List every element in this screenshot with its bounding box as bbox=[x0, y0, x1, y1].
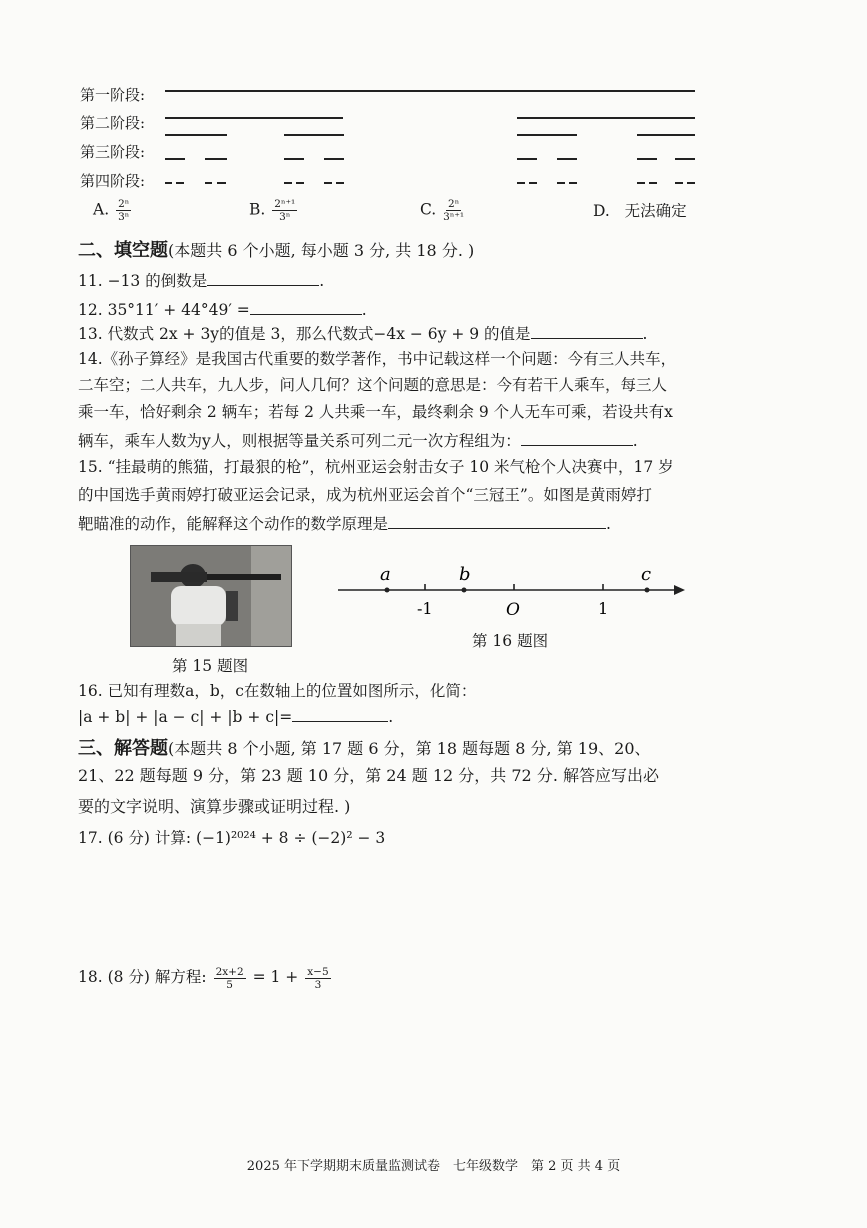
section-2-title: 二、填空题 bbox=[78, 240, 168, 261]
stage-3-segment bbox=[165, 158, 185, 160]
stage-2-label: 第二阶段: bbox=[80, 114, 146, 132]
stage-3-label: 第三阶段: bbox=[80, 143, 146, 161]
question-13-text: 13. 代数式 2x + 3y的值是 3，那么代数式−4x − 6y + 9 的值是 bbox=[78, 325, 531, 343]
answer-blank[interactable] bbox=[292, 705, 388, 722]
stage-4-segments bbox=[160, 178, 700, 188]
stage-3-segment bbox=[637, 134, 695, 136]
question-15-line-3 bbox=[78, 512, 611, 535]
period: . bbox=[319, 272, 325, 290]
question-16-line-1: 16. 已知有理数a，b，c在数轴上的位置如图所示，化简： bbox=[78, 682, 477, 700]
stage-3-segment bbox=[517, 134, 577, 136]
answer-blank[interactable] bbox=[531, 322, 643, 339]
option-a bbox=[93, 198, 133, 223]
question-11-text: 11. −13 的倒数是 bbox=[78, 272, 208, 290]
label-origin: O bbox=[506, 600, 520, 620]
period: . bbox=[606, 515, 611, 533]
question-14-line-1: 14.《孙子算经》是我国古代重要的数学著作，书中记载这样一个问题：今有三人共车， bbox=[78, 350, 677, 368]
answer-blank[interactable] bbox=[521, 429, 633, 446]
fraction-numerator: x−5 bbox=[307, 965, 329, 978]
label-minus-1: -1 bbox=[417, 599, 433, 618]
question-18 bbox=[78, 962, 333, 992]
option-c-fraction bbox=[443, 198, 464, 223]
option-c bbox=[420, 198, 466, 223]
question-14-text: 辆车，乘车人数为y人，则根据等量关系可列二元一次方程组为： bbox=[78, 432, 521, 450]
figure-15-caption: 第 15 题图 bbox=[172, 657, 249, 675]
option-a-label: A. bbox=[93, 200, 110, 219]
stage-3-segment bbox=[165, 134, 227, 136]
question-16-line-2 bbox=[78, 705, 393, 728]
figure-16-caption: 第 16 题图 bbox=[472, 632, 549, 650]
stage-3-segment bbox=[284, 158, 304, 160]
point-b bbox=[462, 588, 467, 593]
question-15-text: 靶瞄准的动作，能解释这个动作的数学原理是 bbox=[78, 515, 389, 533]
question-18-text: 18. (8 分) 解方程: bbox=[78, 968, 207, 986]
option-b-fraction bbox=[272, 198, 297, 223]
stage-1-label: 第一阶段: bbox=[80, 86, 146, 104]
option-b bbox=[249, 198, 299, 223]
answer-blank[interactable] bbox=[388, 512, 606, 529]
stage-3-segment bbox=[675, 158, 695, 160]
answer-blank[interactable] bbox=[207, 269, 319, 286]
stage-3-segment bbox=[517, 158, 537, 160]
option-a-fraction bbox=[116, 198, 131, 223]
fraction-denominator: 3 bbox=[314, 978, 322, 991]
point-a bbox=[385, 588, 390, 593]
stage-1-segment bbox=[165, 90, 695, 92]
number-line-figure bbox=[330, 560, 690, 622]
section-2-note: (本题共 6 个小题, 每小题 3 分, 共 18 分. ) bbox=[168, 241, 475, 260]
section-3-heading bbox=[78, 734, 651, 760]
question-11 bbox=[78, 269, 324, 292]
stage-2-segment-right bbox=[517, 117, 695, 119]
stage-3-segment bbox=[637, 158, 657, 160]
option-c-label: C. bbox=[420, 200, 437, 219]
question-15-line-2: 的中国选手黄雨婷打破亚运会记录，成为杭州亚运会首个“三冠王”。如图是黄雨婷打 bbox=[78, 486, 652, 504]
stage-3-segment bbox=[284, 134, 344, 136]
stage-3-segment bbox=[205, 158, 227, 160]
question-14-line-2: 二车空；二人共车，九人步，问人几何？这个问题的意思是：今有若干人乘车，每三人 bbox=[78, 376, 668, 394]
point-c bbox=[645, 588, 650, 593]
label-1: 1 bbox=[598, 599, 609, 618]
question-16-expression: |a + b| + |a − c| + |b + c|= bbox=[78, 708, 293, 726]
section-2-heading bbox=[78, 236, 474, 262]
section-3-title: 三、解答题 bbox=[78, 738, 168, 759]
answer-blank[interactable] bbox=[250, 298, 362, 315]
fraction-right bbox=[305, 966, 330, 991]
stage-3-segment bbox=[557, 158, 577, 160]
arrow-icon bbox=[674, 585, 685, 595]
period: . bbox=[388, 708, 394, 726]
fraction-denominator: 3ⁿ bbox=[118, 211, 130, 223]
fraction-denominator: 3ⁿ bbox=[279, 211, 291, 223]
fraction-left bbox=[214, 966, 246, 991]
period: . bbox=[642, 325, 648, 343]
option-d-text: 无法确定 bbox=[624, 202, 687, 220]
shooter-photo bbox=[130, 545, 292, 647]
period: . bbox=[361, 301, 367, 319]
option-d-label: D. bbox=[593, 202, 610, 220]
period: . bbox=[632, 432, 638, 450]
fraction-numerator: 2x+2 bbox=[215, 965, 244, 978]
option-d bbox=[593, 200, 687, 222]
fraction-numerator: 2ⁿ bbox=[448, 198, 460, 210]
section-3-note-line-1: (本题共 8 个小题, 第 17 题 6 分，第 18 题每题 8 分, 第 19、20、 bbox=[168, 739, 651, 758]
option-b-label: B. bbox=[249, 200, 266, 219]
stage-4-label: 第四阶段: bbox=[80, 172, 146, 190]
label-b: b bbox=[459, 564, 471, 585]
question-13 bbox=[78, 322, 647, 345]
question-12-text: 12. 35°11′ + 44°49′ = bbox=[78, 301, 250, 319]
fraction-denominator: 5 bbox=[226, 978, 233, 991]
page-footer: 2025 年下学期期末质量监测试卷 七年级数学 第 2 页 共 4 页 bbox=[246, 1159, 621, 1174]
stage-3-segment bbox=[324, 158, 344, 160]
question-14-line-4 bbox=[78, 429, 638, 452]
label-c: c bbox=[641, 564, 652, 585]
question-15-line-1: 15. “挂最萌的熊猫，打最狠的枪”，杭州亚运会射击女子 10 米气枪个人决赛中，17 岁 bbox=[78, 458, 674, 476]
stage-2-segment-left bbox=[165, 117, 343, 119]
shooter-illustration bbox=[131, 546, 291, 646]
fraction-numerator: 2ⁿ bbox=[118, 198, 130, 210]
question-12 bbox=[78, 298, 367, 321]
fraction-denominator: 3ⁿ⁺¹ bbox=[443, 211, 465, 223]
question-17: 17. (6 分) 计算: (−1)²⁰²⁴ + 8 ÷ (−2)² − 3 bbox=[78, 829, 386, 847]
question-14-line-3: 乘一车，恰好剩余 2 辆车；若每 2 人共乘一车，最终剩余 9 个人无车可乘，若设共有x bbox=[78, 403, 673, 421]
fraction-numerator: 2ⁿ⁺¹ bbox=[274, 198, 296, 210]
equation-middle: = 1 + bbox=[252, 968, 299, 986]
section-3-note-line-2: 21、22 题每题 9 分，第 23 题 10 分，第 24 题 12 分，共 72 分. 解答应写出必 bbox=[78, 766, 659, 785]
label-a: a bbox=[380, 564, 391, 585]
section-3-note-line-3: 要的文字说明、演算步骤或证明过程. ) bbox=[78, 797, 351, 816]
